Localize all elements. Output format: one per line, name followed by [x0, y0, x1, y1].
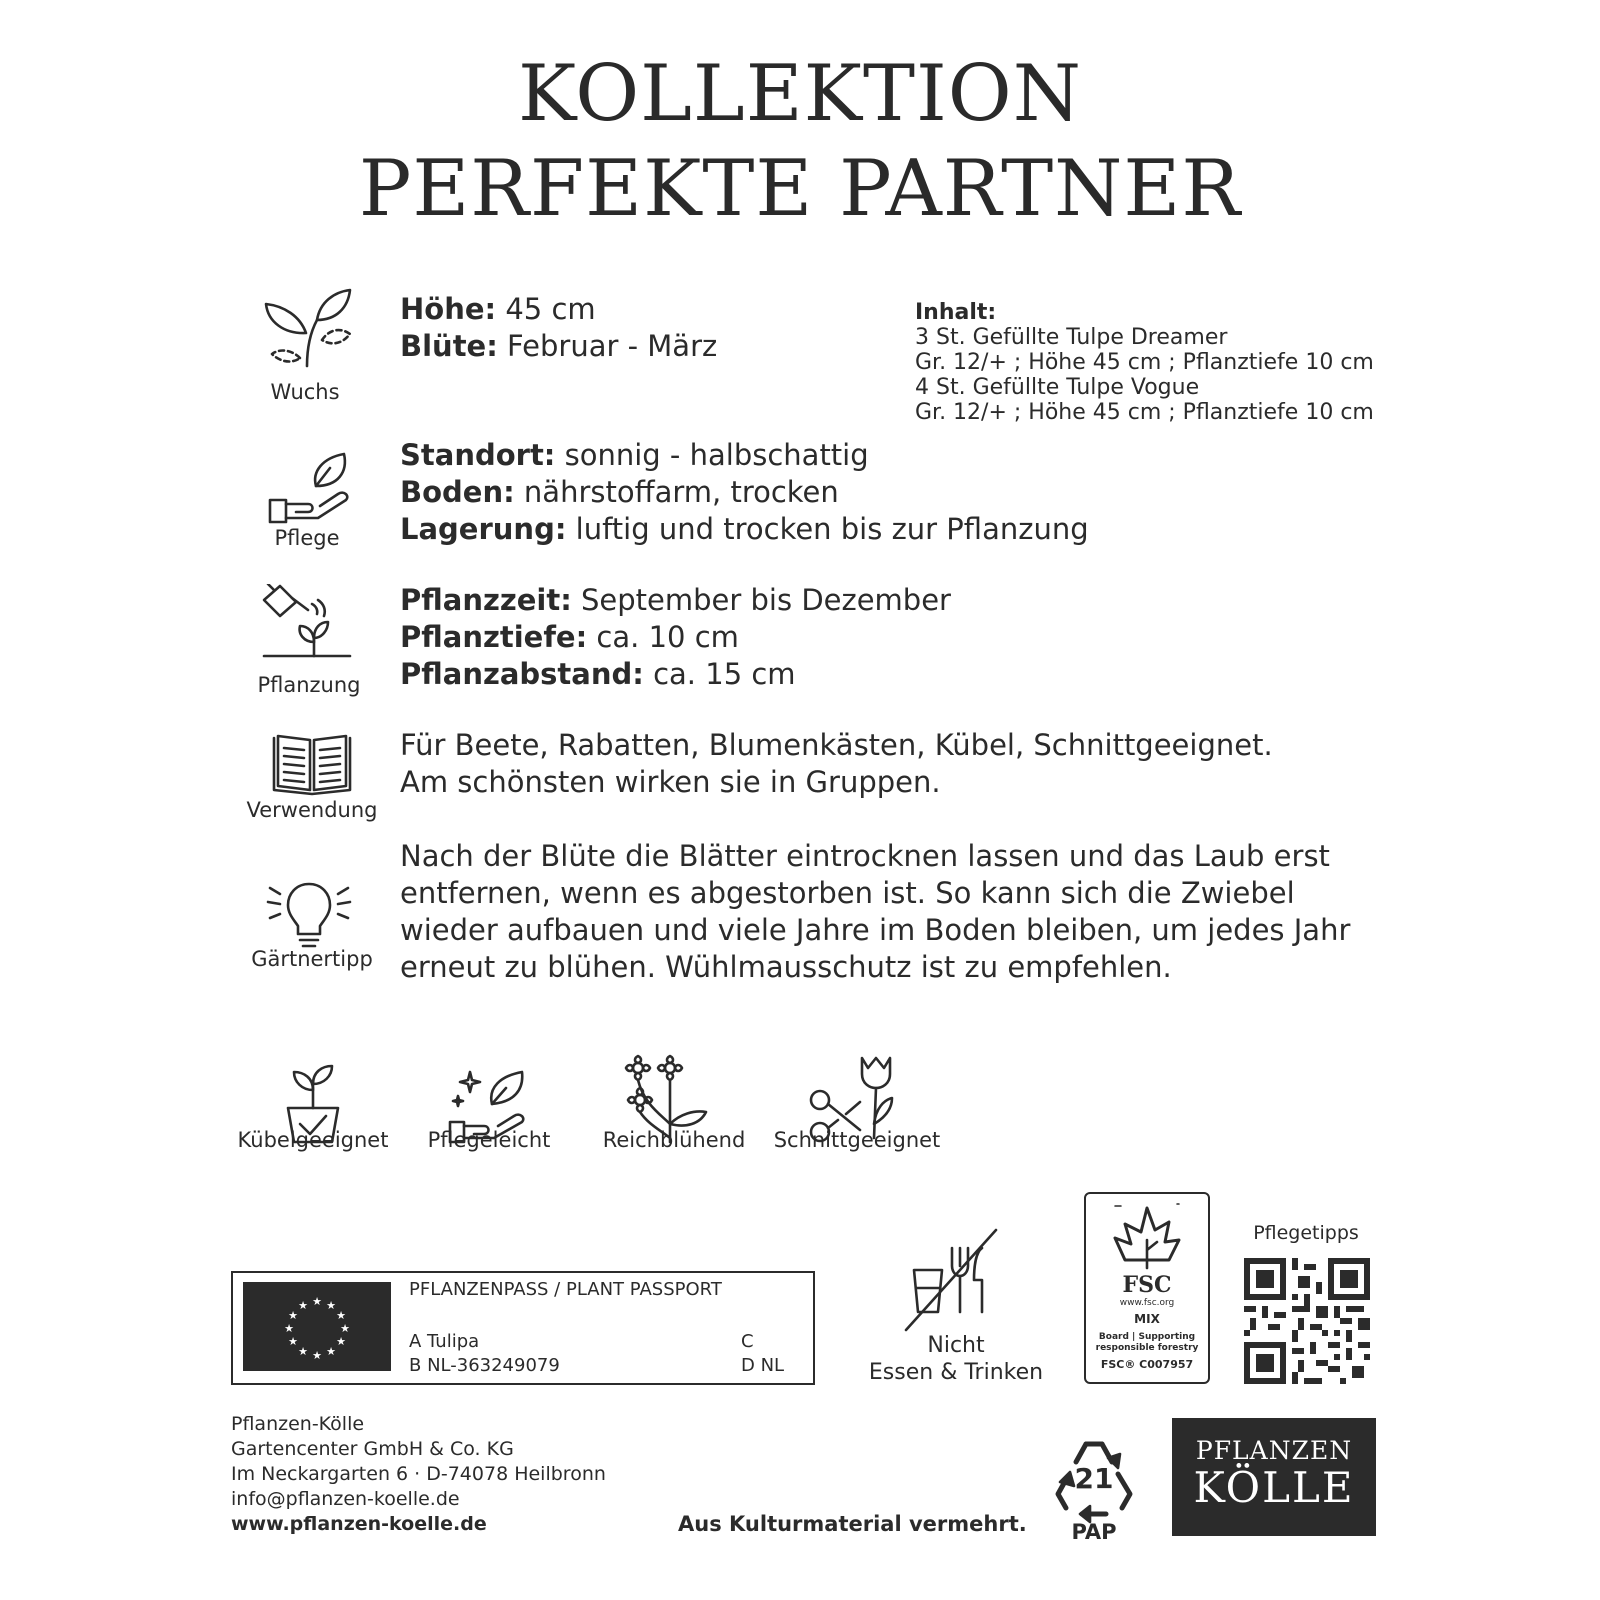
fsc-desc-2: responsible forestry: [1095, 1343, 1199, 1353]
pflanztiefe-line: Pflanztiefe: ca. 10 cm: [400, 620, 739, 654]
plant-passport-a: A Tulipa: [409, 1331, 480, 1352]
wuchs-info: [400, 291, 717, 365]
qr-code[interactable]: [1244, 1258, 1370, 1384]
svg-text:★: ★: [298, 1345, 308, 1358]
no-eat-line-1: Nicht: [927, 1333, 985, 1358]
verwendung-line: Für Beete, Rabatten, Blumenkästen, Kübel, Schnittgeeignet.: [400, 728, 1273, 762]
plant-passport-b: B NL-363249079: [409, 1355, 560, 1376]
inhalt-line: 4 St. Gefüllte Tulpe Vogue: [915, 375, 1200, 400]
tipp-line: erneut zu blühen. Wühlmausschutz ist zu empfehlen.: [400, 950, 1172, 984]
fsc-name: FSC: [1122, 1272, 1172, 1298]
fsc-mix: MIX: [1134, 1312, 1160, 1326]
inhalt-line: Gr. 12/+ ; Höhe 45 cm ; Pflanztiefe 10 cm: [915, 400, 1374, 425]
kultur-text: Aus Kulturmaterial vermehrt.: [678, 1512, 1027, 1536]
open-book-icon: [272, 734, 352, 800]
verwendung-label: Verwendung: [246, 798, 378, 822]
hand-leaf-icon: [268, 452, 352, 528]
verwendung-line: Am schönsten wirken sie in Gruppen.: [400, 765, 941, 799]
no-eat-line-2: Essen & Trinken: [868, 1360, 1044, 1385]
wuchs-label: Wuchs: [270, 380, 340, 404]
eu-flag-icon: [243, 1282, 391, 1371]
tipp-line: wieder aufbauen und viele Jahre im Boden bleiben, um jedes Jahr: [400, 913, 1351, 947]
brand-logo: [1172, 1418, 1376, 1536]
plant-passport: [231, 1271, 815, 1385]
verwendung-info: [400, 727, 1273, 801]
no-eat-drink-icon: [900, 1226, 1000, 1340]
svg-text:★: ★: [312, 1295, 322, 1308]
pflanzung-label: Pflanzung: [257, 673, 361, 697]
svg-text:★: ★: [284, 1322, 294, 1335]
svg-text:★: ★: [340, 1322, 350, 1335]
hoehe-line: Höhe: 45 cm: [400, 292, 596, 326]
inhalt-block: [915, 300, 1374, 425]
email-link[interactable]: info@pflanzen-koelle.de: [231, 1488, 460, 1510]
badge-label: Pflegeleicht: [427, 1128, 551, 1152]
address-block: [231, 1412, 606, 1537]
tipp-line: Nach der Blüte die Blätter eintrocknen lassen und das Laub erst: [400, 839, 1330, 873]
no-eat-label: [866, 1332, 1046, 1386]
svg-text:★: ★: [326, 1345, 336, 1358]
address-line-1: Pflanzen-Kölle: [231, 1413, 365, 1435]
bluete-line: Blüte: Februar - März: [400, 329, 718, 363]
svg-text:★: ★: [288, 1309, 298, 1322]
svg-text:★: ★: [298, 1299, 308, 1312]
tipp-line: entfernen, wenn es abgestorben ist. So kann sich die Zwiebel: [400, 876, 1295, 910]
inhalt-heading: Inhalt:: [915, 300, 997, 325]
lightbulb-icon: [266, 880, 352, 954]
website-link[interactable]: www.pflanzen-koelle.de: [231, 1513, 487, 1535]
svg-text:★: ★: [288, 1335, 298, 1348]
fsc-desc-1: Board | Supporting: [1098, 1332, 1196, 1342]
fsc-desc: [1086, 1332, 1208, 1354]
fsc-code: FSC® C007957: [1100, 1358, 1194, 1371]
svg-text:★: ★: [336, 1309, 346, 1322]
brand-line-1: PFLANZEN: [1195, 1436, 1353, 1465]
boden-line: Boden: nährstoffarm, trocken: [400, 475, 839, 509]
fsc-tree-icon: [1111, 1200, 1183, 1274]
pflanzzeit-line: Pflanzzeit: September bis Dezember: [400, 583, 951, 617]
pflanzung-info: [400, 582, 951, 693]
badge-label: Schnittgeeignet: [773, 1128, 941, 1152]
pflege-label: Pflege: [274, 526, 340, 550]
gaertnertipp-label: Gärtnertipp: [251, 947, 373, 971]
watering-can-icon: [262, 584, 352, 668]
standort-line: Standort: sonnig - halbschattig: [400, 438, 869, 472]
svg-text:★: ★: [326, 1299, 336, 1312]
lagerung-line: Lagerung: luftig und trocken bis zur Pflanzung: [400, 512, 1089, 546]
inhalt-line: 3 St. Gefüllte Tulpe Dreamer: [915, 325, 1228, 350]
title-line-1: KOLLEKTION: [518, 49, 1082, 139]
qr-label: Pflegetipps: [1253, 1222, 1359, 1244]
gaertnertipp-info: [400, 838, 1350, 986]
badge-label: Kübelgeeignet: [237, 1128, 389, 1152]
badge-label: Reichblühend: [602, 1128, 746, 1152]
address-line-2: Gartencenter GmbH & Co. KG: [231, 1438, 514, 1460]
plant-passport-d: D NL: [741, 1355, 785, 1376]
address-line-3: Im Neckargarten 6 · D-74078 Heilbronn: [231, 1463, 606, 1485]
plant-passport-title: PFLANZENPASS / PLANT PASSPORT: [409, 1279, 722, 1300]
recycle-code: PAP: [1071, 1520, 1117, 1544]
inhalt-line: Gr. 12/+ ; Höhe 45 cm ; Pflanztiefe 10 cm: [915, 350, 1374, 375]
sprout-icon: [262, 288, 352, 372]
svg-text:★: ★: [336, 1335, 346, 1348]
plant-passport-c: C: [741, 1331, 754, 1352]
pflege-info: [400, 437, 1089, 548]
title-line-2: PERFEKTE PARTNER: [358, 144, 1242, 234]
recycle-number: 21: [1074, 1462, 1114, 1495]
fsc-label: [1084, 1192, 1210, 1384]
brand-line-2: KÖLLE: [1193, 1463, 1355, 1512]
svg-text:★: ★: [312, 1349, 322, 1362]
pflanzabstand-line: Pflanzabstand: ca. 15 cm: [400, 657, 796, 691]
fsc-url: www.fsc.org: [1119, 1298, 1175, 1308]
